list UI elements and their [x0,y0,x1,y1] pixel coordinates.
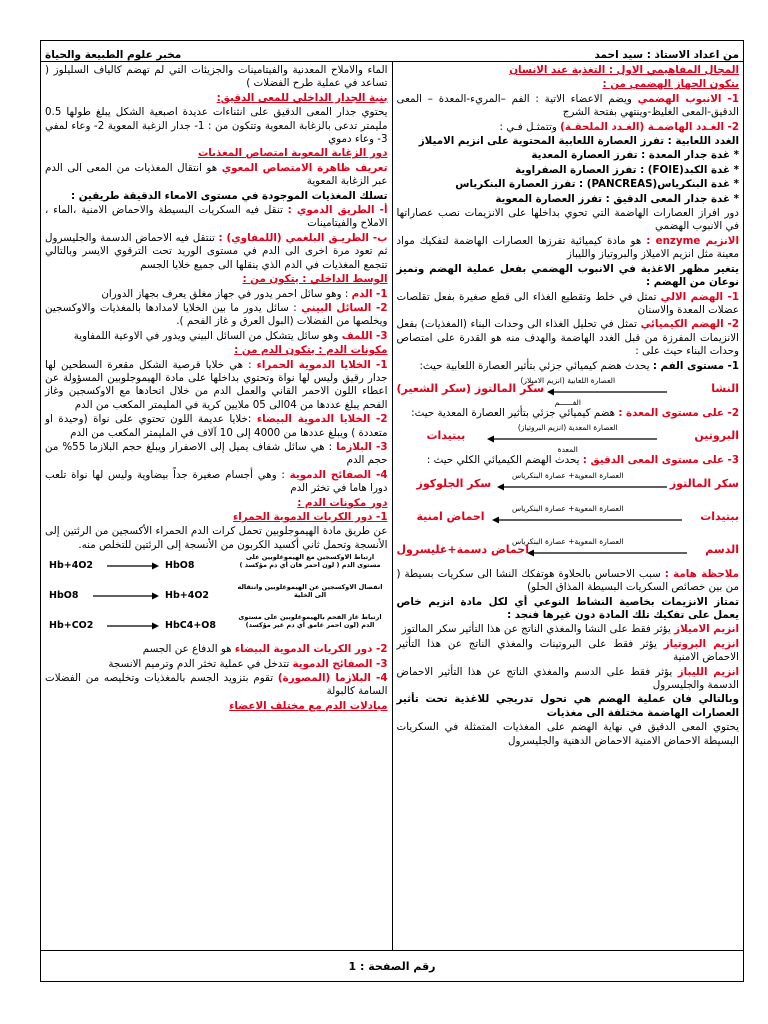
product: سكر المالتوز (سكر الشعير) [396,381,545,395]
reactant: النشا [711,381,739,395]
paragraph: 4- البلازما (المصورة) تقوم بتزويد الجسم بالمغذيات وتخليصه من الفضلات السامة كالبولة [45,672,388,698]
reaction-maltose [397,469,740,501]
product: احماض امنية [416,509,485,523]
paragraph: انزيم الليباز يؤثر فقط على الدسم والمغذي الناتج عن هذا التأثير الاحماض الدسمة والجليسرول [396,665,739,691]
section-heading: الوسط الداخلي : يتكون من : [242,273,388,286]
equation-note: انفصال الاوكسجين عن الهيموغلوبين وانتقاله الى الخلية [237,583,383,600]
equation-right: HbC4+O8 [165,620,216,632]
paragraph: الانزيم enzyme : هو مادة كيميائية تفرزها العصارات الهاضمة لتفكيك مواد معينة مثل انزيم الاميلاز والبروتياز والليباز [396,234,740,261]
paragraph: 3- البلازما : هي سائل شفاف يميل إلى الاصفرار ويبلغ حجم البلازما 55% من حجم الدم [45,440,388,467]
paragraph: 1- الدم : وهو سائل احمر يدور في جهاز مغلق يعرف بجهاز الدوران [101,287,388,300]
list-item: * غدة جدار المعدة : تفرز العصارة المعدية [531,149,739,162]
paragraph: 3- الصفائح الدموية تتدخل في عملية تخثر الدم وترميم الانسجة [108,657,388,670]
enzyme-label: العصارة المعوية+ عصارة البنكرياس [511,536,624,546]
paragraph: تعريف ظاهرة الامتصاص المعوي هو انتقال المغذيات من المعى الى الدم عبر الزغابة المعوية [45,161,388,188]
paragraph: ملاحظة هامة : سبب الاحساس بالحلاوة هوتفكك النشا الى سكريات بسيطة ( من بين خصائص السكريات البسيطة المذاق الحلو) [396,567,739,594]
paragraph: عن طريق مادة الهيموجلوبين تحمل كرات الدم الحمراء الأكسجين من الرئتين إلى الأنسجة وتحمل ثاني أكسيد الكربون من الأنسجة إلى الرئتين للتخلص منه. [45,525,388,551]
paragraph: 2- دور الكريات الدموية البيضاء هو الدفاع عن الجسم [142,643,388,656]
document-page [40,40,744,982]
paragraph: 3- على مستوى المعى الدقيق : يحدث الهضم الكيميائي الكلي حيث : [426,454,739,467]
paragraph: يحتوي جدار المعى الدقيق على انثناءات عديدة اصبعية الشكل يبلغ طولها 0.5 مليمتر تدعى بالزغابة المعوية وتتكون من : 1- جدار الزغبة المعوية 2- وعاء لمفي 3- وعاء دموي [45,106,388,146]
reactant: ببتيدات [700,509,739,523]
paragraph: 1- الهضم الالي تمثل في خلط وتقطيع الغذاء الى قطع صغيرة بفعل تقلصات عضلات المعدة والاسنان [396,290,739,316]
equation-oxygen-binding [45,553,388,583]
paragraph: 1- الانبوب الهضمي ويضم الاعضاء الاتية : الفم –المريء-المعدة – المعى الدقيق-المعى الغليظ-وينتهي بفتحة الشرج [396,92,739,119]
paragraph: ب- الطريـق البلغمي (اللمفاوي) : تنتقل فيه الاحماض الدسمة والجليسرول ثم تعود مرة اخرى الى الدم في مستوى الوريد تحت الترقوي الايسر وبالتالي تتجمع المغذيات في الدم الذي ينقلها الى جميع خلايا الجسم [45,231,388,271]
equation-co2-binding [45,613,388,643]
reactant: سكر المالتوز [669,476,739,490]
paragraph: 2- الغـدد الهاضمـة (الغـدد الملحقـة) وتتمثـل فـي : [499,120,739,133]
equation-note: ارتباط غاز الفحم بالهيموغلوبين على مستوى الدم (لون احمر غامق أي دم غير مؤكسد) [238,613,382,630]
paragraph: 3- اللمف وهو سائل يتشكل من السائل البيني ويدور في الاوعية اللمفاوية [73,329,388,342]
paragraph: وبالتالي فان عملية الهضم هي تحول تدريجي للاغذية تحت تأثير العصارات الهاضمة مختلفة الى مغذيات [396,693,739,719]
enzyme-label: العصارة المعوية+ عصارة البنكرياس [511,503,624,513]
product: ببتيدات [426,429,466,443]
paragraph: انزيم الاميلاز يؤثر فقط على النشا والمغذي الناتج عن هذا التأثير سكر المالتوز [401,623,739,636]
paragraph: يحتوي المعى الدقيق في نهاية الهضم على المغذيات المتمثلة في السكريات البسيطة الاحماض الامنية الاحماض الدهنية والجليسرول [396,721,739,747]
paragraph: يتغير مظهر الاغذية في الانبوب الهضمي بفعل عملية الهضم ونميز نوعان من الهضم : [396,262,739,289]
arrow-left-icon [497,483,667,491]
reactant: الدسم [705,542,739,556]
section-heading: مبادلات الدم مع مختلف الاعضاء [229,699,388,712]
enzyme-label: العصارة المعوية+ عصارة البنكرياس [511,470,624,480]
paragraph: 1- مستوى الفم : يحدث هضم كيميائي جزئي بتأثير العصارة اللعابية حيث: [419,359,739,372]
arrow-left-icon [487,435,657,443]
section-heading: مكونات الدم : يتكون الدم من : [234,344,388,357]
equation-left: Hb+4O2 [49,560,94,572]
section-heading: بنية الجدار الداخلي للمعى الدقيق: [216,91,388,104]
reaction-mouth [397,374,740,406]
paragraph: انزيم البروتياز يؤثر فقط على البروتينات والمغذي الناتج عن هذا التأثير الاحماض الامنية [396,637,739,664]
arrow-right-icon [93,592,159,600]
arrow-right-icon [107,622,159,630]
author-label: من اعداد الاستاذ : سيد احمد [594,49,739,61]
arrow-left-icon [492,516,682,524]
paragraph: 2- على مستوى المعدة : هضم كيميائي جزئي بتأثير العصارة المعدية حيث: [411,406,739,419]
list-item: * غدة الكبد(FOIE) : تفرز العصارة الصفراوية [515,163,739,176]
equation-right: Hb+4O2 [165,590,210,602]
paragraph: 2- الهضم الكيميائي تمثل في تحليل الغذاء الى وحدات البناء (المغذيات) بفعل الانزيمات المفرزة من قبل الغدد الهاضمة والهدف منه هو القدرة على امتصاص وحدات البناء حيث على : [396,318,740,358]
enzyme-label: العصارة المعدية (انزيم البروتياز) [517,423,618,433]
equation-left: Hb+CO2 [49,620,94,632]
arrow-right-icon [107,562,159,570]
left-column [41,62,392,951]
reaction-stomach [397,421,740,453]
enzyme-label: العصارة اللعابية (انزيم الاميلاز) [520,375,616,385]
paragraph: الماء والاملاح المعدنية والفيتامينات والجزيئات التي لم تهضم كالياف السليلوز ( تساعد في عملية طرح الفضلات ) [45,64,388,90]
equation-left: HbO8 [49,590,79,602]
list-item: * غدة البنكرياس(PANCREAS) : تفرز العصارة البنكرياس [455,178,739,191]
equation-right: HbO8 [165,560,195,572]
section-heading: دور الزغابة المعوية امتصاص المغذيات [197,147,388,160]
page-number: رقم الصفحة : 1 [348,959,436,973]
paragraph: 4- الصفائح الدموية : وهي أجسام صغيرة جداً بيضاوية وليس لها نواة تلعب دورا هاما في تخثر الدم [45,468,388,495]
equation-oxygen-release [45,583,388,613]
reaction-fats [397,535,740,567]
list-item: * غدة جدار المعى الدقيق : تفرز العصارة المعوية [495,192,739,205]
product: سكر الجلوكوز [416,476,492,490]
paragraph: أ- الطريق الدموي : تنقل فيه السكريات البسيطة والاحماض الامنية ،الماء ، الاملاح والفيتامينات [45,204,388,230]
page-header [41,41,743,62]
domain-title: المجال المفاهيمي الاول : التغذية عند الانسان [509,64,739,76]
lab-label: مخبر علوم الطبيعة والحياة [45,49,182,61]
arrow-left-icon [527,549,687,557]
equation-note: ارتباط الاوكسجين مع الهيموغلوبين على مستوى الدم ( لون احمر قان أي دم مؤكسد ) [239,553,381,570]
site-label: المعدة [557,445,578,455]
reaction-peptides [397,502,740,534]
site-label: الفــــــم [554,397,581,407]
section-heading: دور مكونات الدم : [297,496,388,509]
paragraph: 2- السائل البيني : سائل يدور ما بين الخلايا لامدادها بالمغذيات والاوكسجين ويخلصها من الفضلات (البول العرق و غاز الفحم ). [45,301,388,328]
content-columns [41,62,743,951]
paragraph: تمتاز الانزيمات بخاصية النشاط النوعي أي لكل مادة انزيم خاص يعمل على تفكيك تلك المادة دون غيرها فنجد : [396,595,739,621]
right-column [392,62,744,951]
paragraph: 1- الخلايا الدموية الحمراء : هي خلايا قرصية الشكل مقعرة السطحين لها جدار رقيق وليس لها نواة وتحتوي بداخلها على مادة الهيموجلوبين المسؤولة عن اعطاء اللون الاحمر القاني والعمل الدم من خلال اتحادها مع الاوكسجين وغاز الفحم يبلغ عددها من 04الى 05 ملايين كرية في المليمتر المكعب من الدم [45,358,388,411]
paragraph: الغدد اللعابية : تفرز العصارة اللعابية المحتوية على انزيم الاميلاز [418,135,739,148]
section-heading: 1- دور الكريات الدموية الحمراء [233,511,388,523]
page-footer [41,950,743,981]
section-heading: يتكون الجهاز الهضمي من : [602,78,739,91]
product: احماض دسمة+غليسرول [396,542,529,556]
reactant: البروتين [694,429,739,443]
paragraph: دور افراز العصارات الهاضمة التي تحوي بداخلها على الانزيمات نصب عصاراتها في الانبوب الهضمي [396,207,739,233]
arrow-left-icon [547,388,667,396]
paragraph: 2- الخلايا الدموية البيضاء :خلايا عديمة اللون تحتوي على نواة (وحيدة او متعددة ) ويبلغ عددها من 4000 إلى 10 آلاف في المليمتر المكعب من الدم [45,413,388,439]
paragraph: تسلك المغذيات الموجودة في مستوى الامعاء الدقيقة طريقين : [71,189,388,202]
